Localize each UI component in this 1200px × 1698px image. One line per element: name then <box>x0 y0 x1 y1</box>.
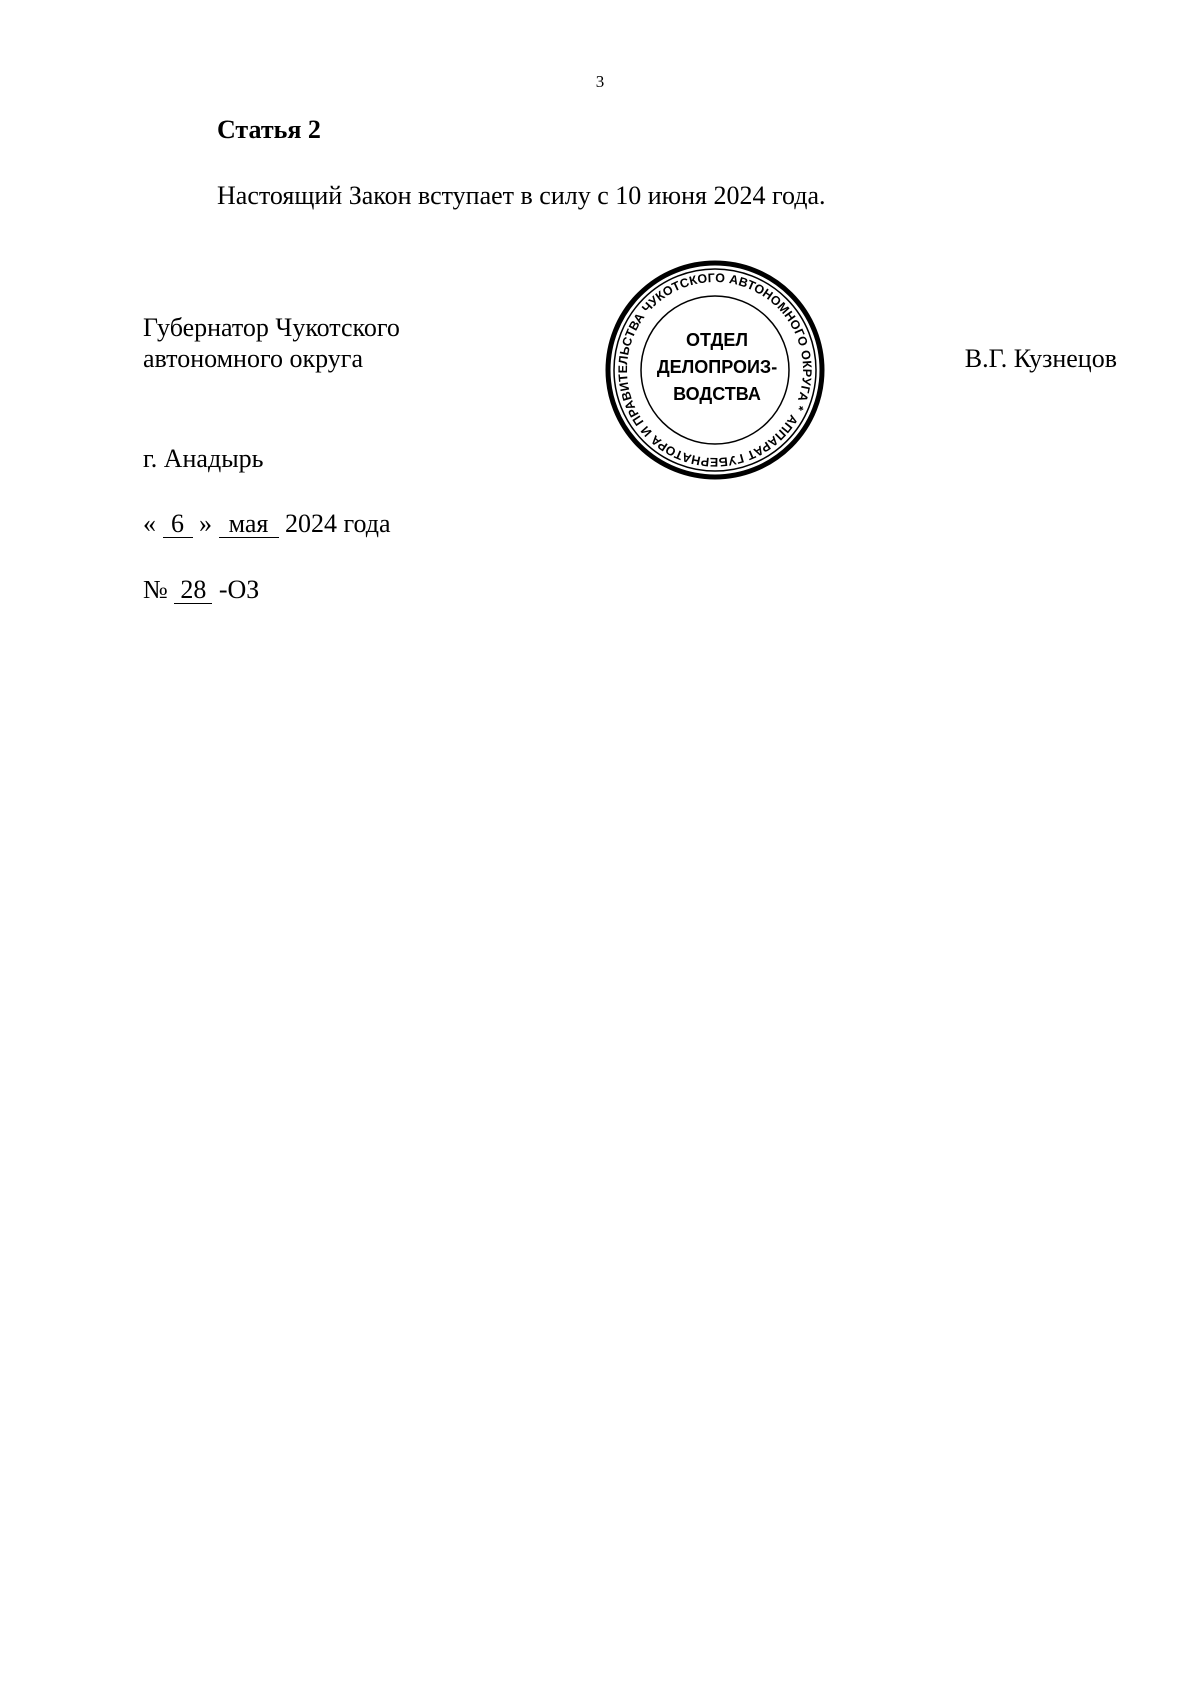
date-month: мая <box>219 511 279 538</box>
date-close-quote: » <box>199 509 212 538</box>
signatory-position-line1: Губернатор Чукотского <box>143 313 400 342</box>
signing-date <box>143 509 391 539</box>
official-stamp <box>603 258 827 482</box>
stamp-ring-text: АППАРАТ ГУБЕРНАТОРА И ПРАВИТЕЛЬСТВА ЧУКОТСКОГО АВТОНОМНОГО ОКРУГА * <box>615 270 815 470</box>
stamp-center-line2: ДЕЛОПРОИЗ- <box>656 357 778 377</box>
signatory-position-line2: автономного округа <box>143 344 363 373</box>
stamp-center-line1: ОТДЕЛ <box>685 330 749 350</box>
page-number: 3 <box>595 72 605 91</box>
stamp-graphic <box>603 258 827 482</box>
law-number-suffix: -ОЗ <box>218 575 260 604</box>
law-number <box>143 575 259 605</box>
article-title: Статья 2 <box>217 115 321 144</box>
article-text: Настоящий Закон вступает в силу с 10 июня 2024 года. <box>217 181 826 210</box>
law-number-value: 28 <box>174 577 212 604</box>
law-number-prefix: № <box>143 575 168 604</box>
date-year: 2024 года <box>285 509 391 538</box>
stamp-center-line3: ВОДСТВА <box>673 384 761 404</box>
date-open-quote: « <box>143 509 156 538</box>
place-of-signing: г. Анадырь <box>143 444 264 473</box>
signatory-name: В.Г. Кузнецов <box>964 344 1117 373</box>
date-day: 6 <box>163 511 193 538</box>
